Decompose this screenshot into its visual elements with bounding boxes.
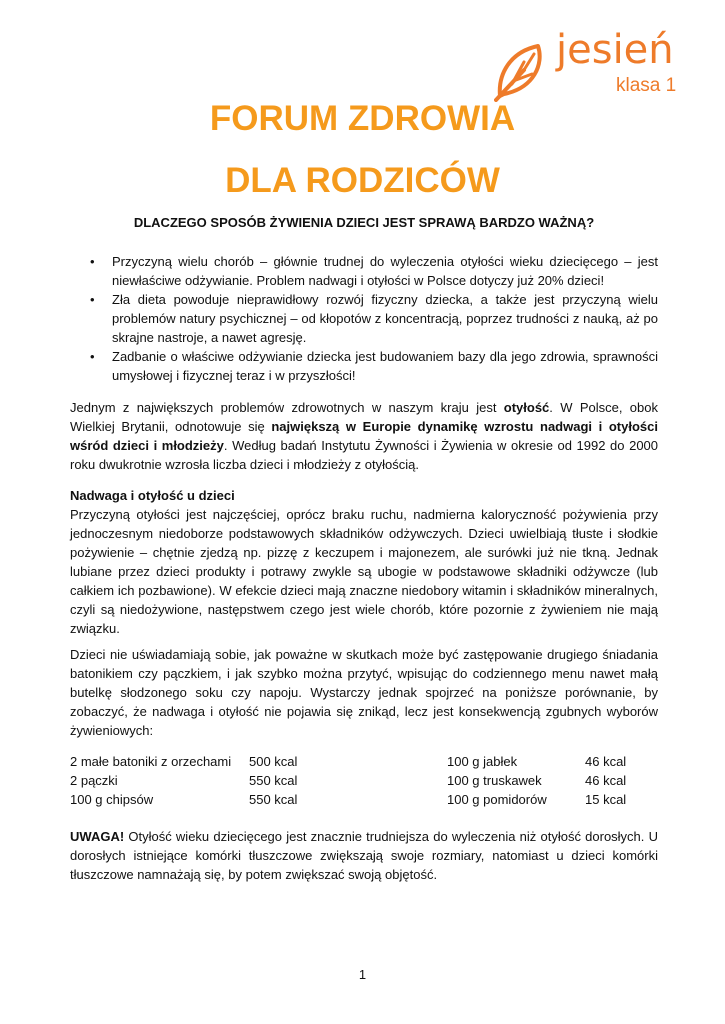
calories-list-right	[447, 752, 667, 809]
kcal-value: 15 kcal	[585, 792, 627, 807]
list-item	[70, 252, 658, 290]
kcal-value: 550 kcal	[249, 773, 298, 788]
text-run: . W Polsce, obok Wielkiej Brytanii, odnotowuje się	[70, 400, 658, 434]
table-row	[447, 752, 667, 771]
bullet-icon: •	[90, 292, 95, 307]
food-item: 100 g jabłek	[447, 754, 518, 769]
table-row	[447, 771, 667, 790]
section-heading: Nadwaga i otyłość u dzieci	[70, 488, 235, 503]
food-item: 100 g chipsów	[70, 792, 154, 807]
table-row	[70, 771, 370, 790]
food-item: 100 g truskawek	[447, 773, 542, 788]
list-item	[70, 347, 658, 385]
page-title-line-2: DLA RODZICÓW	[225, 161, 500, 200]
food-item: 2 małe batoniki z orzechami	[70, 754, 232, 769]
logo	[490, 26, 690, 106]
bullet-text: Zadbanie o właściwe odżywianie dziecka jest budowaniem bazy dla jego zdrowia, sprawności umysłowej i fizycznej teraz i w przyszłości!	[112, 349, 658, 383]
leaf-icon	[494, 40, 554, 102]
table-row	[70, 752, 370, 771]
bullet-text: Zła dieta powoduje nieprawidłowy rozwój fizyczny dziecka, a także jest przyczyną wielu problemów natury psychicznej – od kłopotów z koncentracją, poprzez trudności z nauką, aż po skrajne nastroje, a nawet agresję.	[112, 292, 658, 345]
table-row	[447, 790, 667, 809]
logo-word: jesień	[556, 27, 674, 73]
page-title-line-1: FORUM ZDROWIA	[209, 99, 516, 138]
page-subtitle: DLACZEGO SPOSÓB ŻYWIENIA DZIECI JEST SPRAWĄ BARDZO WAŻNĄ?	[133, 215, 595, 230]
kcal-value: 550 kcal	[249, 792, 298, 807]
food-item: 100 g pomidorów	[447, 792, 547, 807]
warning-label: UWAGA!	[70, 829, 125, 844]
calories-list-left	[70, 752, 370, 809]
page-number: 1	[358, 967, 367, 982]
warning-paragraph	[70, 827, 658, 884]
bullet-icon: •	[90, 254, 95, 269]
text-run: Otyłość wieku dziecięcego jest znacznie trudniejsza do wyleczenia niż otyłość dorosłych. U dorosłych istniejące komórki tłuszczowe zwiększają swoje rozmiary, natomiast u dzieci komórki tłuszczowe namnażają się, by potem zwiększać swoją objętość.	[70, 829, 658, 882]
kcal-value: 46 kcal	[585, 773, 627, 788]
table-row	[70, 790, 370, 809]
list-item	[70, 290, 658, 347]
comparison-paragraph: Dzieci nie uświadamiają sobie, jak poważne w skutkach może być zastępowanie drugiego śniadania batonikiem czy pączkiem, i jak szybko można przytyć, wpisując do codziennego menu nawet małą butelkę słodzonego soku czy napoju. Wystarczy jednak spojrzeć na poniższe porównanie, by zobaczyć, że nadwaga i otyłość nie pojawia się znikąd, lecz jest konsekwencją zgubnych wyborów żywieniowych:	[70, 647, 658, 738]
kcal-value: 46 kcal	[585, 754, 627, 769]
text-run: Jednym z największych problemów zdrowotnych w naszym kraju jest	[70, 400, 504, 415]
bold-text-run: otyłość	[503, 400, 550, 415]
text-run: . Według badań Instytutu Żywności i Żywienia w okresie od 1992 do 2000 roku dwukrotnie wzrosła liczba dzieci i młodzieży z otyłością.	[70, 438, 659, 472]
bullet-icon: •	[90, 349, 95, 364]
bold-text-run: największą w Europie dynamikę wzrostu nadwagi i otyłości wśród dzieci i młodzieży	[70, 419, 658, 453]
causes-paragraph: Przyczyną otyłości jest najczęściej, oprócz braku ruchu, nadmierna kaloryczność pożywienia przy jednoczesnym niedoborze podstawowych składników odżywczych. Dzieci uwielbiają tłuste i słodkie pożywienie – chętnie zjedzą np. pizzę z keczupem i majonezem, ale surówki już nie tkną. Jednak lubiane przez dzieci produkty i potrawy zwykle są ubogie w podstawowe składniki odżywcze (lub całkiem ich pozbawione). W efekcie dzieci mają znaczne niedobory witamin i składników mineralnych, czyli są niedożywione, następstwem czego jest wiele chorób, które pozornie z żywieniem nie mają związku.	[70, 507, 658, 636]
intro-paragraph	[70, 398, 658, 474]
logo-class-label: klasa 1	[616, 75, 677, 96]
kcal-value: 500 kcal	[249, 754, 298, 769]
food-item: 2 pączki	[70, 773, 118, 788]
bullet-text: Przyczyną wielu chorób – głównie trudnej do wyleczenia otyłości wieku dziecięcego – jest niewłaściwe odżywianie. Problem nadwagi i otyłości w Polsce dotyczy już 20% dzieci!	[112, 254, 658, 288]
bullet-list	[70, 252, 658, 385]
